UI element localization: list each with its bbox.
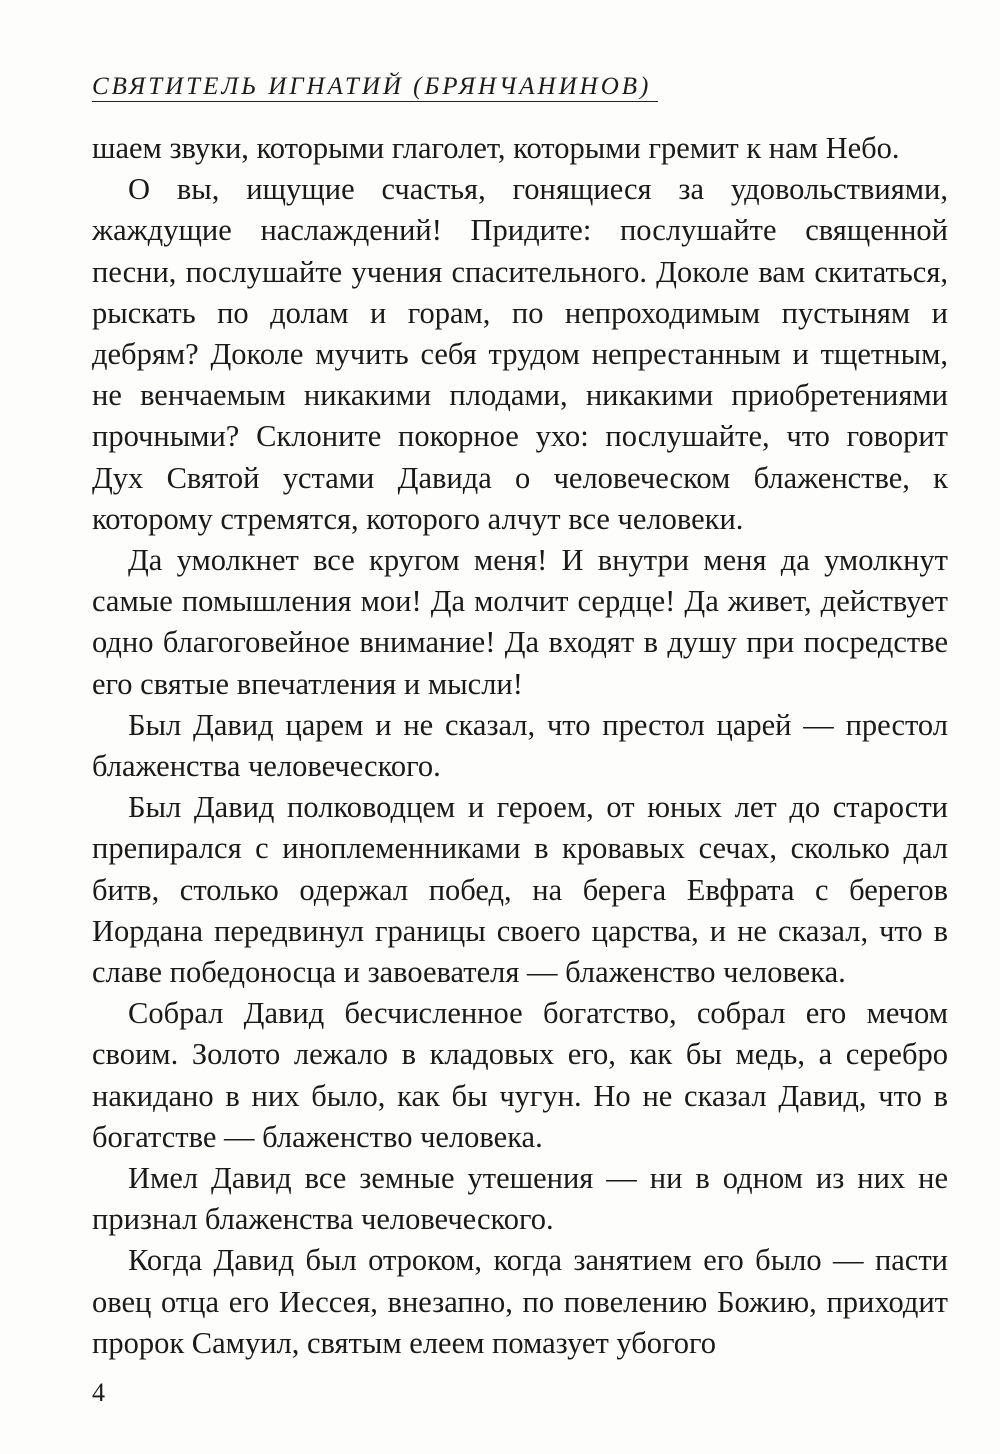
paragraph: Когда Давид был отроком, когда занятием его было — пасти овец отца его Иессея, внезапно, по повелению Божию, приходит пророк Самуил, святым елеем помазует убогого [92, 1243, 948, 1360]
body-text [92, 128, 948, 1364]
page-number: 4 [92, 1378, 105, 1407]
running-head-rule [92, 101, 658, 102]
running-head: СВЯТИТЕЛЬ ИГНАТИЙ (БРЯНЧАНИНОВ) [92, 73, 652, 100]
paragraph: Был Давид царем и не сказал, что престол царей — престол блаженства человеческого. [92, 707, 948, 784]
paragraph: Был Давид полководцем и героем, от юных лет до старости препирался с иноплеменниками в кровавых сечах, сколько дал битв, столько одержал побед, на берега Евфрата с берегов Иордана передвинул границы своего царства, и не сказал, что в славе победоносца и завоевателя — блаженство человека. [92, 790, 948, 990]
paragraph: Собрал Давид бесчисленное богатство, собрал его мечом своим. Золото лежало в кладовых его, как бы медь, а серебро накидано в них было, как бы чугун. Но не сказал Давид, что в богатстве — блаженство человека. [92, 996, 948, 1154]
paragraph-continuation: шаем звуки, которыми глаголет, которыми гремит к нам Небо. [92, 131, 900, 165]
paragraph: Имел Давид все земные утешения — ни в одном из них не признал блаженства человеческого. [92, 1161, 948, 1237]
paragraph: Да умолкнет все кругом меня! И внутри меня да умолкнут самые помышления мои! Да молчит сердце! Да живет, действует одно благоговейное внимание! Да входят в душу при посредстве его святые впечатления и мысли! [92, 543, 948, 701]
paragraph: О вы, ищущие счастья, гонящиеся за удовольствиями, жаждущие наслаждений! Придите: послушайте священной песни, послушайте учения спасительного. Доколе вам скитаться, рыскать по долам и горам, по непроходимым пустыням и дебрям? Доколе мучить себя трудом непрестанным и тщетным, не венчаемым никакими плодами, никакими приобретениями прочными? Склоните покорное ухо: послушайте, что говорит Дух Святой устами Давида о человеческом блаженстве, к которому стремятся, которого алчут все человеки. [92, 172, 948, 536]
